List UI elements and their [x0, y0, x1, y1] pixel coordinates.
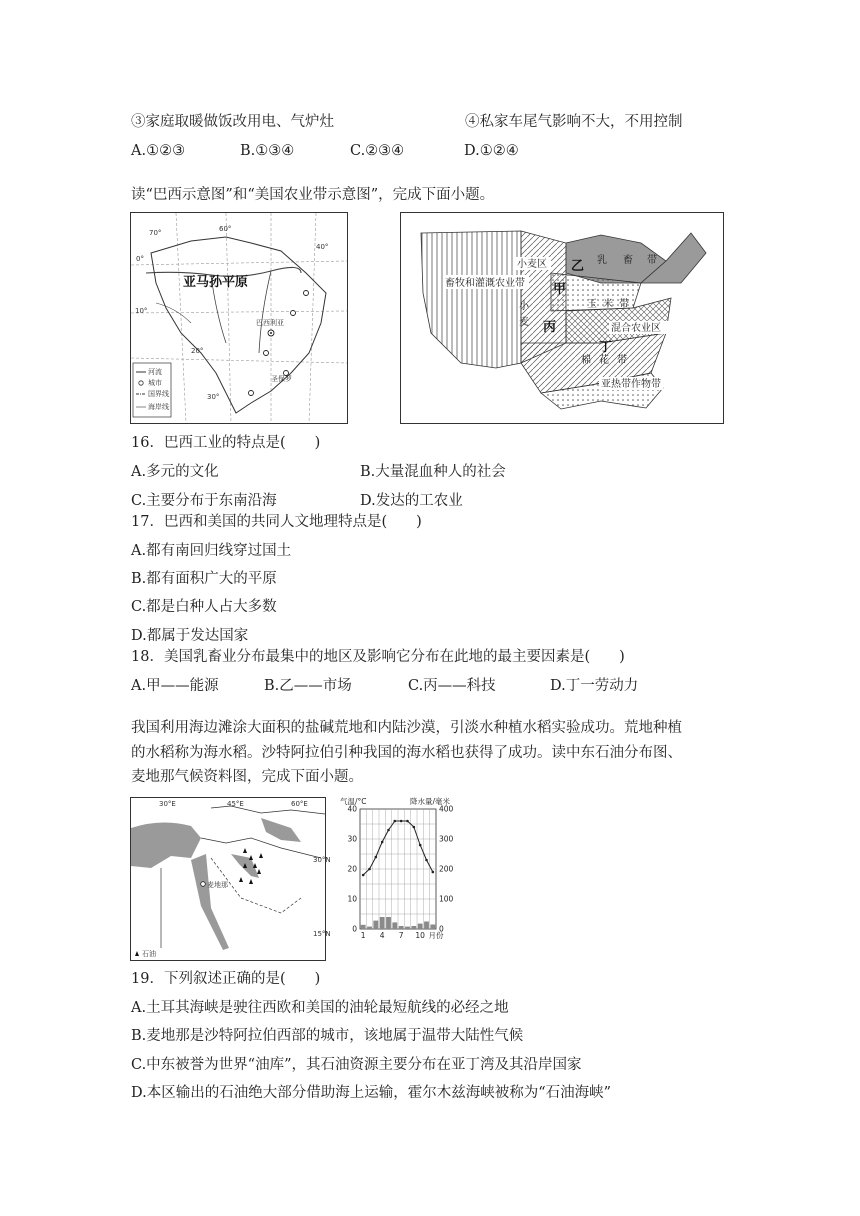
belt-ranching: 畜牧和灌溉农业带: [445, 278, 525, 289]
temp-tick-label: 40: [347, 804, 357, 814]
climate-chart: [336, 797, 464, 947]
coord-70: 70°: [149, 229, 162, 237]
belt-wheat-region: 小麦区: [517, 259, 547, 270]
medina-label: 麦地那: [207, 881, 228, 889]
q19-stem: 19．下列叙述正确的是( ): [131, 971, 321, 987]
precip-axis-label: 降水量/毫米: [410, 797, 451, 806]
coord-30: 30°: [207, 393, 220, 401]
mideast-oil-map: [130, 797, 331, 961]
belt-dairy-char1: 乳: [597, 255, 607, 266]
temp-tick-label: 10: [347, 894, 357, 904]
belt-wheat-char2: 麦: [519, 317, 529, 328]
intro2-line1: 我国利用海边滩涂大面积的盐碱荒地和内陆沙漠，引淡水种植水稻实验成功。荒地种植: [131, 720, 682, 736]
intro2-line2: 的水稻称为海水稻。沙特阿拉伯引种我国的海水稻也获得了成功。读中东石油分布图、: [131, 745, 682, 761]
letter-ding: 丁: [599, 340, 613, 355]
q16-option-a: A.多元的文化: [131, 464, 219, 480]
letter-yi: 乙: [571, 259, 585, 274]
q16-stem: 16．巴西工业的特点是( ): [131, 435, 321, 451]
q17-option-c: C.都是白种人占大多数: [131, 599, 277, 615]
coord-40: 40°: [316, 243, 329, 251]
brasilia-label: 巴西利亚: [256, 319, 284, 327]
q17-option-d: D.都属于发达国家: [131, 628, 249, 644]
temp-point: [413, 826, 416, 829]
brazil-map: [130, 212, 348, 424]
lat-30n: 30°N: [313, 856, 331, 864]
q16-option-c: C.主要分布于东南沿海: [131, 493, 277, 509]
temp-point: [419, 844, 422, 847]
q19-option-a: A.土耳其海峡是驶往西欧和美国的油轮最短航线的必经之地: [131, 1000, 509, 1016]
legend-border: 国界线: [148, 390, 169, 398]
intro2-line3: 麦地那气候资料图，完成下面小题。: [131, 769, 363, 785]
intro-brazil-usa: 读“巴西示意图”和“美国农业带示意图”，完成下面小题。: [131, 187, 495, 203]
option-b: B.①③④: [240, 143, 295, 159]
precip-bar: [418, 924, 423, 929]
option-a: A.①②③: [131, 143, 186, 159]
q18-option-d: D.丁一劳动力: [550, 678, 639, 694]
precip-bar: [361, 925, 366, 929]
month-tick-label: 7: [398, 931, 404, 940]
precip-bar: [392, 922, 397, 929]
coord-20: 20°: [191, 347, 204, 355]
precip-tick-label: 100: [439, 894, 454, 904]
temp-point: [368, 868, 371, 871]
q18-stem: 18．美国乳畜业分布最集中的地区及影响它分布在此地的最主要因素是( ): [131, 649, 625, 665]
temp-point: [425, 859, 428, 862]
temp-point: [400, 820, 403, 823]
precip-bar: [424, 922, 429, 930]
q18-option-b: B.乙——市场: [264, 678, 352, 694]
belt-mixed: 混合农业区: [611, 323, 661, 334]
q16-option-b: B.大量混血种人的社会: [360, 464, 506, 480]
q18-option-a: A.甲——能源: [131, 678, 219, 694]
temp-tick-label: 30: [347, 834, 357, 844]
temp-point: [362, 874, 365, 877]
precip-bar: [373, 921, 378, 929]
coord-60: 60°: [219, 225, 232, 233]
belt-subtropical: 亚热带作物带: [601, 379, 661, 390]
temp-tick-label: 20: [347, 864, 357, 874]
belt-cotton-char3: 带: [617, 355, 627, 366]
legend-coast: 海岸线: [148, 403, 169, 411]
usa-agri-map: [400, 212, 724, 424]
precip-bar: [411, 926, 416, 929]
amazon-plain-label: 亚马孙平原: [183, 275, 249, 290]
q17-option-a: A.都有南回归线穿过国土: [131, 543, 292, 559]
precip-tick-label: 300: [439, 834, 454, 844]
lon-60e: 60°E: [291, 800, 308, 808]
month-tick-label: 4: [379, 931, 385, 940]
month-tick-label: 1: [360, 931, 366, 940]
lon-30e: 30°E: [159, 800, 176, 808]
temp-point: [432, 871, 435, 874]
precip-tick-label: 400: [439, 804, 454, 814]
precip-bar: [430, 925, 435, 930]
q19-option-b: B.麦地那是沙特阿拉伯西部的城市，该地属于温带大陆性气候: [131, 1028, 524, 1044]
q19-option-c: C.中东被誉为世界“油库”，其石油资源主要分布在亚丁湾及其沿岸国家: [131, 1057, 582, 1073]
temp-point: [406, 820, 409, 823]
letter-bing: 丙: [543, 320, 557, 335]
belt-dairy-char2: 畜: [623, 255, 633, 266]
temp-point: [387, 829, 390, 832]
lat-15n: 15°N: [313, 930, 331, 938]
precip-bar: [367, 927, 372, 929]
temp-point: [375, 856, 378, 859]
temp-point: [394, 820, 397, 823]
statement-4: ④私家车尾气影响不大，不用控制: [465, 114, 683, 130]
q17-option-b: B.都有面积广大的平原: [131, 571, 277, 587]
q16-option-d: D.发达的工农业: [360, 493, 463, 509]
month-tick-label: 10: [415, 931, 425, 940]
q17-stem: 17．巴西和美国的共同人文地理特点是( ): [131, 514, 422, 530]
letter-jia: 甲: [553, 282, 567, 297]
temp-tick-label: 0: [352, 924, 357, 934]
legend-river: 河流: [148, 368, 162, 376]
coord-0: 0°: [136, 255, 144, 263]
belt-dairy-char3: 带: [647, 255, 657, 266]
belt-corn-char3: 带: [619, 299, 629, 310]
belt-cotton-char2: 花: [599, 355, 609, 366]
precip-tick-label: 0: [439, 924, 444, 934]
precip-bar: [405, 927, 410, 929]
belt-corn-char2: 米: [603, 299, 613, 310]
coord-10: 10°: [135, 307, 148, 315]
legend-city: 城市: [148, 379, 162, 387]
option-c: C.②③④: [350, 143, 405, 159]
option-d: D.①②④: [464, 143, 519, 159]
precip-tick-label: 200: [439, 864, 454, 874]
precip-bar: [386, 917, 391, 929]
temp-axis-label: 气温/°C: [340, 797, 367, 806]
legend-oil: 石油: [142, 950, 156, 958]
precip-bar: [380, 917, 385, 929]
lon-45e: 45°E: [227, 800, 244, 808]
temp-point: [381, 841, 384, 844]
sao-paulo-label: 圣保罗: [271, 375, 292, 383]
belt-cotton-char1: 棉: [581, 355, 591, 366]
month-unit-label: 月份: [428, 931, 444, 940]
belt-corn-char1: 玉: [587, 299, 597, 310]
q19-option-d: D.本区输出的石油绝大部分借助海上运输，霍尔木兹海峡被称为“石油海峡”: [131, 1085, 612, 1101]
belt-wheat-char1: 小: [519, 301, 529, 312]
q18-option-c: C.丙——科技: [408, 678, 496, 694]
precip-bar: [399, 926, 404, 929]
statement-3: ③家庭取暖做饭改用电、气炉灶: [131, 114, 334, 130]
